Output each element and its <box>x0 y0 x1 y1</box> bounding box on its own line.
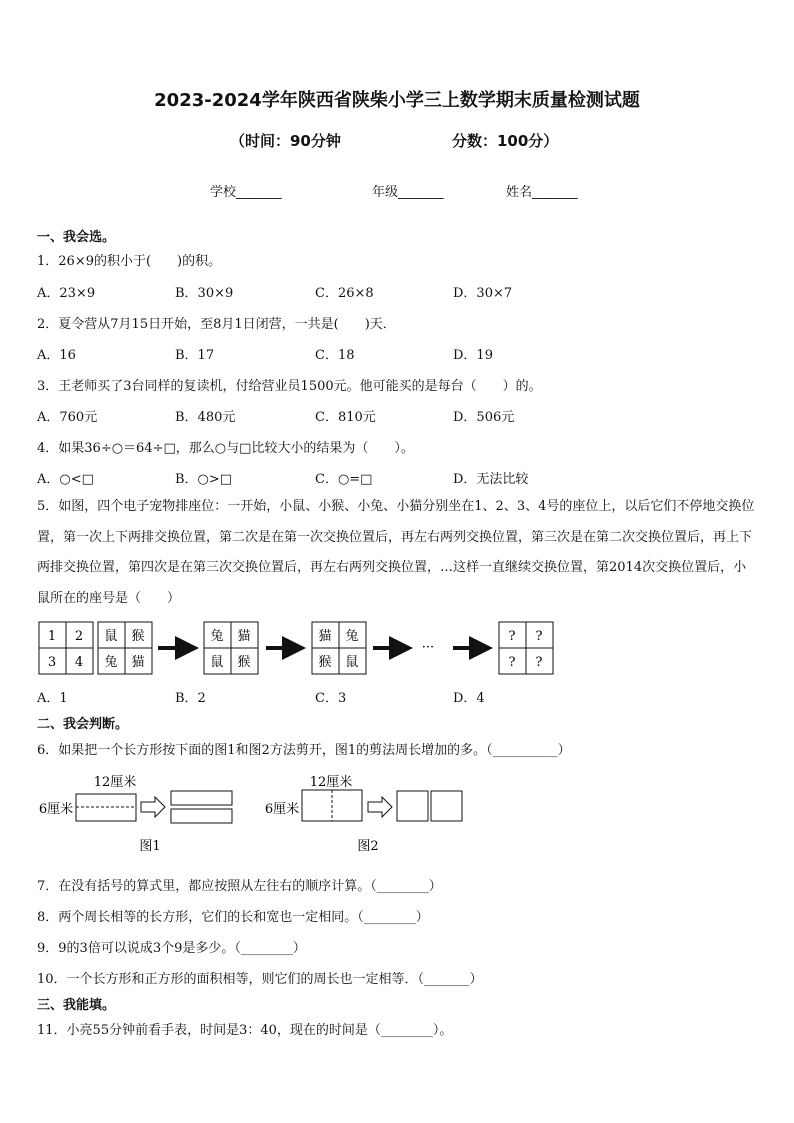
page-title: 2023-2024学年陕西省陕柴小学三上数学期末质量检测试题 <box>154 90 640 111</box>
grid-cell: ? <box>508 655 516 670</box>
grid-cell: ? <box>535 655 543 670</box>
option-d: D．4 <box>453 691 485 706</box>
grid-cell: 4 <box>74 655 84 670</box>
question-1: 1．26×9的积小于( )的积。 <box>37 254 222 269</box>
option-c: C．26×8 <box>315 286 374 301</box>
figure-1-label: 图1 <box>139 839 161 854</box>
question-9: 9．9的3倍可以说成3个9是多少。（________） <box>37 941 306 956</box>
figure-2-label: 图2 <box>357 839 379 854</box>
grid-cell: 猴 <box>131 629 145 644</box>
option-b: B．○>□ <box>175 472 233 487</box>
width-label: 6厘米 <box>38 802 74 817</box>
seat-grid-initial <box>98 622 152 674</box>
grid-cell: 猫 <box>131 655 145 670</box>
option-d: D．19 <box>453 348 493 363</box>
hollow-arrow-icon <box>368 797 392 817</box>
option-b: B．2 <box>175 691 206 706</box>
name-field: 姓名_______ <box>506 185 578 200</box>
question-6: 6．如果把一个长方形按下面的图1和图2方法剪开，图1的剪法周长增加的多。（__________） <box>37 743 571 758</box>
exam-time: （时间：90分钟 <box>230 132 341 150</box>
grid-cell: ? <box>508 629 516 644</box>
grid-cell: 鼠 <box>345 655 359 670</box>
question-10: 10．一个长方形和正方形的面积相等，则它们的周长也一定相等．（_______） <box>37 972 483 987</box>
option-d: D．506元 <box>453 410 515 425</box>
option-b: B．17 <box>175 348 215 363</box>
grid-cell: 鼠 <box>104 629 118 644</box>
option-a: A．16 <box>37 348 76 363</box>
seat-grid-unknown <box>499 622 553 674</box>
option-d: D．无法比较 <box>453 472 529 487</box>
grid-cell: ? <box>535 629 543 644</box>
option-d: D．30×7 <box>453 286 513 301</box>
option-c: C．18 <box>315 348 355 363</box>
length-label: 12厘米 <box>93 775 137 790</box>
option-b: B．480元 <box>175 410 236 425</box>
option-a: A．○<□ <box>37 472 94 487</box>
option-a: A．1 <box>37 691 68 706</box>
ellipsis: ··· <box>421 640 435 655</box>
seat-swap-diagram <box>37 620 567 678</box>
grid-cell: 兔 <box>345 629 359 644</box>
question-7: 7．在没有括号的算式里，都应按照从左往右的顺序计算。（________） <box>37 879 442 894</box>
grid-cell: 2 <box>74 629 84 644</box>
question-5: 5．如图，四个电子宠物排座位：一开始，小鼠、小猴、小兔、小猫分别坐在1、2、3、4号的座位上，以后它们不停地交换位置，第一次上下两排交换位置，第二次是在第一次交换位置后，再左右两列交换位置，第三次是在第二次交换位置后，再上下两排交换位置，第四次是在第三次交换位置后，再左右两列交换位置，…这样一直继续交换位置，第2014次交换位置后，小鼠所在的座号是（ ） <box>37 499 755 606</box>
section-heading: 一、我会选。 <box>37 230 116 245</box>
question-3: 3．王老师买了3台同样的复读机，付给营业员1500元。他可能买的是每台（ ）的。 <box>37 379 542 394</box>
grid-cell: 猴 <box>237 655 251 670</box>
option-a: A．23×9 <box>37 286 96 301</box>
seat-grid-step1 <box>204 622 258 674</box>
length-label: 12厘米 <box>309 775 353 790</box>
width-label: 6厘米 <box>264 802 300 817</box>
section-heading: 三、我能填。 <box>37 998 116 1013</box>
hollow-arrow-icon <box>141 797 165 817</box>
grid-cell: 猴 <box>318 655 332 670</box>
option-a: A．760元 <box>37 410 98 425</box>
question-11: 11．小亮55分钟前看手表，时间是3：40，现在的时间是（________）。 <box>37 1023 453 1038</box>
option-c: C．○=□ <box>315 472 373 487</box>
question-4: 4．如果36÷○＝64÷□，那么○与□比较大小的结果为（ ）。 <box>37 441 414 456</box>
seat-grid-step2 <box>312 622 366 674</box>
exam-score: 分数：100分） <box>452 132 559 150</box>
grid-cell: 兔 <box>104 655 118 670</box>
option-c: C．810元 <box>315 410 376 425</box>
option-c: C．3 <box>315 691 347 706</box>
question-8: 8．两个周长相等的长方形，它们的长和宽也一定相同。（________） <box>37 910 429 925</box>
grid-cell: 1 <box>47 629 57 644</box>
section-heading: 二、我会判断。 <box>37 717 129 732</box>
grid-cell: 猫 <box>237 629 251 644</box>
question-2: 2．夏令营从7月15日开始，至8月1日闭营，一共是( )天． <box>37 317 396 332</box>
grid-cell: 猫 <box>318 629 332 644</box>
rectangle-cut-diagram <box>37 770 477 860</box>
seat-grid-start <box>39 622 93 674</box>
school-field: 学校_______ <box>210 185 282 200</box>
grid-cell: 兔 <box>210 629 224 644</box>
grid-cell: 鼠 <box>210 655 224 670</box>
grid-cell: 3 <box>47 655 57 670</box>
grade-field: 年级_______ <box>372 185 444 200</box>
option-b: B．30×9 <box>175 286 234 301</box>
